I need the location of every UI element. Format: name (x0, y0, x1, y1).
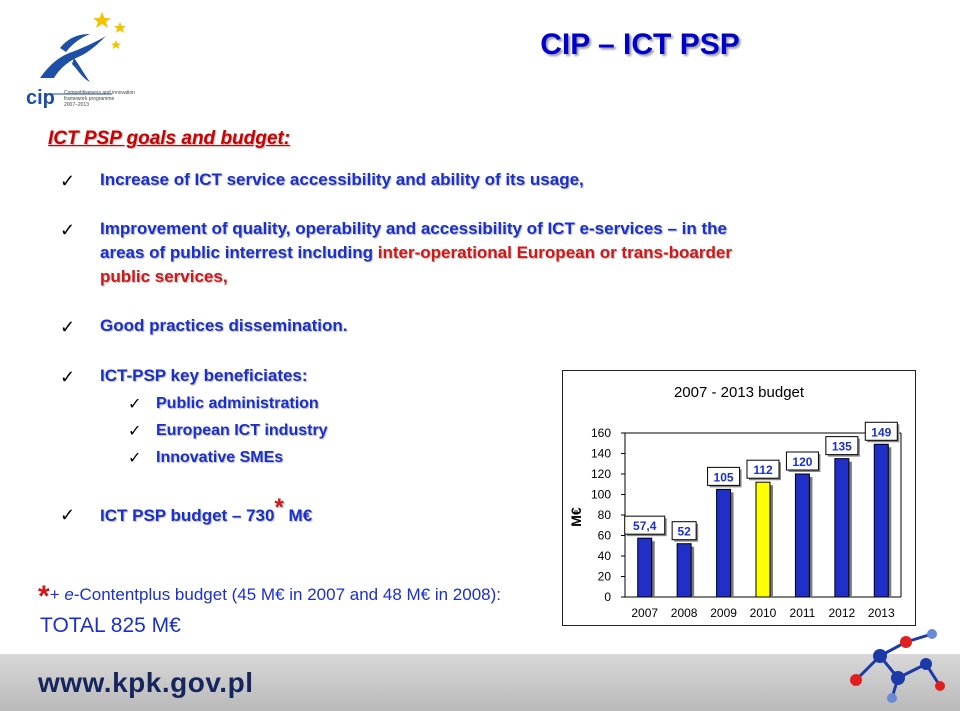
chart-bar (756, 482, 770, 597)
chart-x-tick-label: 2008 (670, 606, 698, 620)
chart-data-label: 105 (713, 470, 734, 485)
checkmark-icon: ✓ (60, 220, 76, 240)
checkmark-icon: ✓ (128, 423, 142, 440)
budget-chart-panel (562, 370, 916, 626)
note-text: -Contentplus budget (45 M€ in 2007 and 48 M€ in 2008): (73, 585, 501, 604)
chart-y-label: M€ (568, 507, 584, 527)
checkmark-icon: ✓ (128, 396, 142, 413)
sub-bullet-smes: Innovative SMEs (156, 449, 284, 466)
chart-bar (874, 444, 888, 597)
chart-x-tick-label: 2007 (631, 606, 659, 620)
chart-y-tick-label: 80 (597, 508, 611, 522)
chart-bar (717, 489, 731, 597)
chart-x-tick-label: 2010 (749, 606, 777, 620)
bullet-accessibility: Increase of ICT service accessibility and ability of its usage, (100, 170, 584, 189)
budget-asterisk: * (274, 494, 284, 521)
bullet-budget (100, 494, 313, 528)
note-plus: + (49, 585, 65, 604)
bullet-quality-line3: public services, (100, 267, 228, 286)
slide-title: CIP – ICT PSP (540, 28, 740, 61)
chart-x-tick-label: 2011 (789, 606, 816, 620)
chart-y-tick-label: 140 (590, 446, 611, 461)
bullet-quality-line2: areas of public interrest including (100, 243, 378, 262)
chart-x-tick-label: 2012 (828, 606, 856, 620)
chart-data-label: 149 (871, 425, 892, 440)
budget-chart (563, 371, 915, 625)
chart-y-tick-label: 100 (590, 487, 611, 502)
chart-bar (638, 538, 652, 597)
checkmark-icon: ✓ (128, 450, 142, 467)
chart-y-tick-label: 40 (597, 549, 611, 563)
budget-text: ICT PSP budget – 730 (100, 506, 275, 525)
chart-x-tick-label: 2013 (867, 606, 895, 620)
eContentplus-note (38, 574, 501, 613)
chart-bar (835, 459, 849, 597)
chart-y-tick-label: 120 (590, 467, 611, 481)
sub-bullet-public-administration: Public administration (156, 395, 319, 412)
bullet-quality (100, 217, 900, 289)
note-asterisk: * (38, 580, 50, 613)
chart-x-tick-label: 2009 (710, 606, 737, 620)
checkmark-icon: ✓ (60, 317, 76, 337)
bullet-quality-highlight: inter-operational European or trans-boarder (377, 243, 732, 262)
chart-y-tick-label: 20 (597, 569, 611, 584)
chart-data-label: 52 (677, 524, 691, 539)
chart-y-tick-label: 0 (604, 590, 611, 604)
chart-title: 2007 - 2013 budget (673, 384, 805, 401)
chart-y-tick-label: 160 (590, 426, 611, 440)
cip-logo-text: cip (26, 87, 55, 108)
chart-data-label: 57,4 (633, 519, 657, 534)
chart-bar (795, 474, 809, 597)
checkmark-icon: ✓ (60, 367, 76, 387)
note-e: e (64, 585, 74, 604)
section-heading: ICT PSP goals and budget: (48, 128, 291, 149)
chart-data-label: 120 (792, 455, 813, 469)
checkmark-icon: ✓ (60, 171, 76, 191)
footer-url[interactable]: www.kpk.gov.pl (38, 667, 254, 698)
bullet-dissemination: Good practices dissemination. (100, 316, 348, 335)
chart-bar (677, 544, 691, 597)
cip-tagline-3: 2007–2013 (64, 102, 90, 108)
chart-data-label: 112 (753, 463, 773, 478)
bullet-beneficiaries: ICT-PSP key beneficiates: (100, 366, 308, 385)
budget-unit: M€ (283, 506, 313, 525)
total-budget: TOTAL 825 M€ (40, 614, 181, 637)
cip-tagline-1: Competitiveness and innovation (64, 90, 135, 96)
bullet-quality-line1: Improvement of quality, operability and accessibility of ICT e-services – in the (100, 219, 727, 238)
checkmark-icon: ✓ (60, 505, 76, 525)
chart-data-label: 135 (831, 439, 852, 454)
sub-bullet-ict-industry: European ICT industry (156, 422, 328, 439)
molecule-logo-icon (836, 620, 948, 704)
cip-logo-icon (20, 8, 140, 108)
chart-y-tick-label: 60 (597, 528, 611, 543)
cip-tagline-2: framework programme (64, 96, 115, 102)
